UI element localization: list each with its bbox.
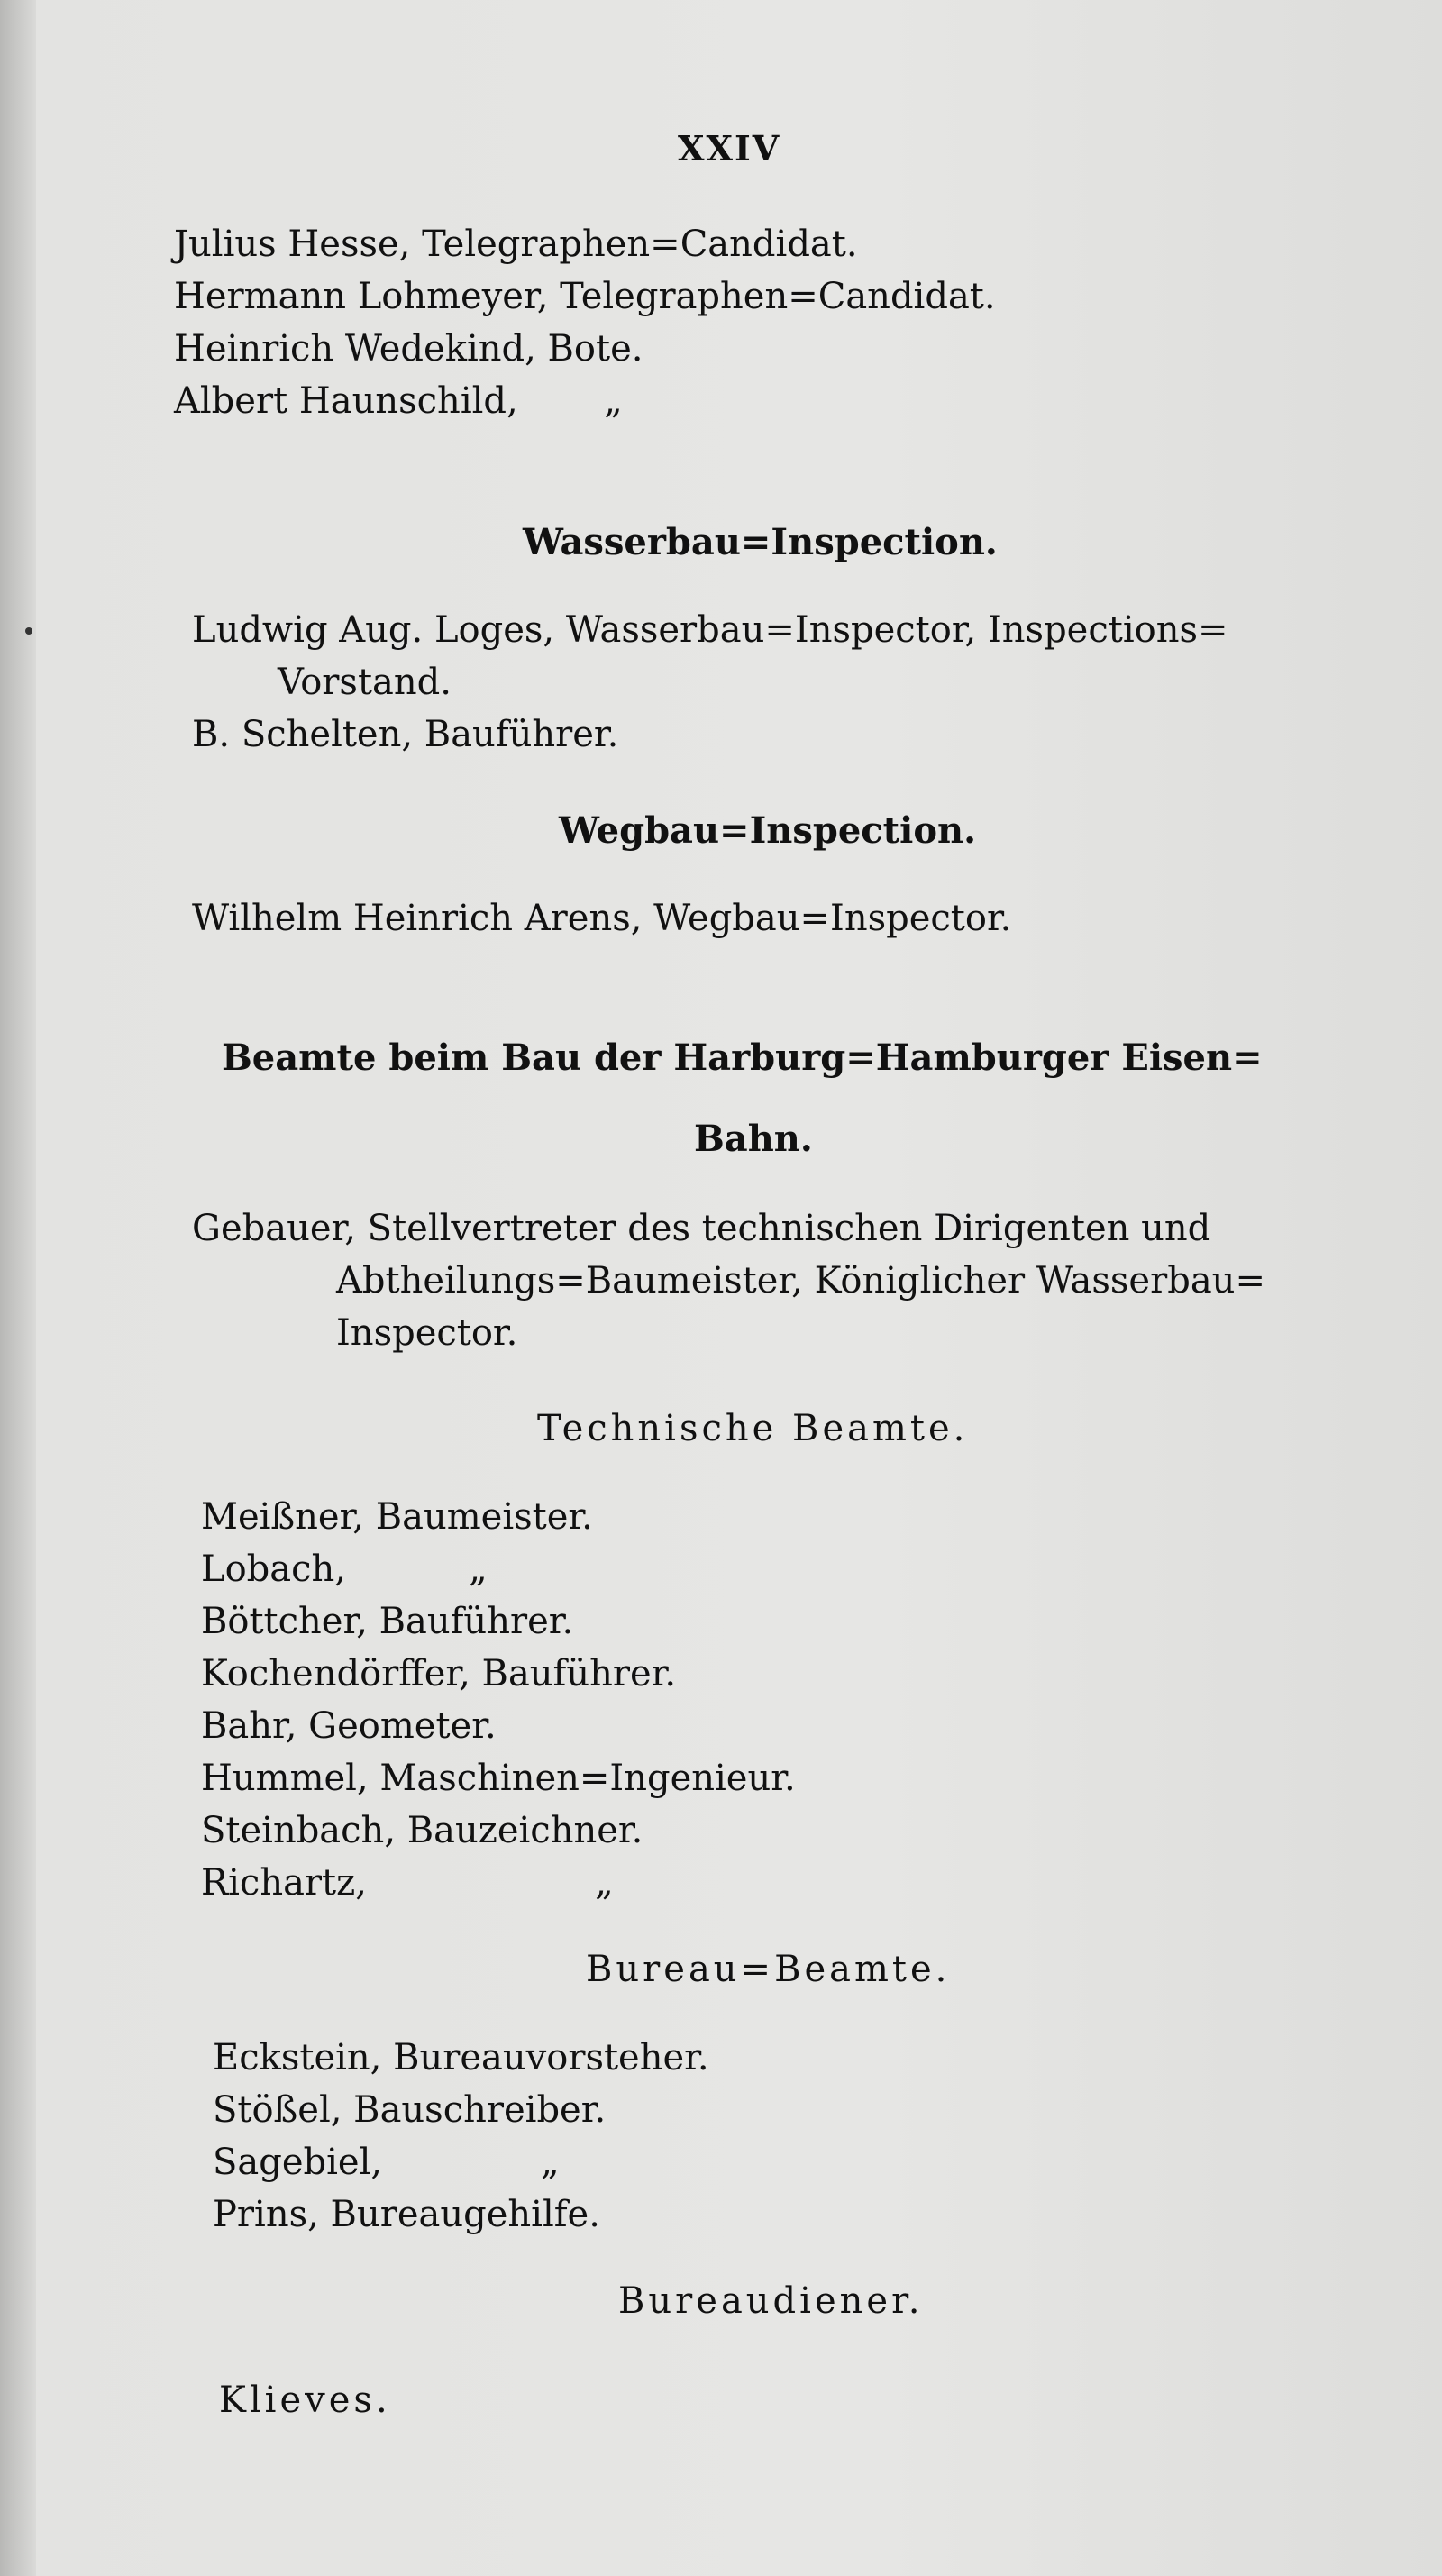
entry-klieves: Klieves. <box>219 2380 391 2421</box>
margin-mark <box>25 627 32 635</box>
entry-eckstein: Eckstein, Bureauvorsteher. <box>213 2037 709 2078</box>
entry-gebauer-line3: Inspector. <box>336 1312 518 1354</box>
ditto-mark: „ <box>604 380 623 422</box>
entry-meissner: Meißner, Baumeister. <box>201 1496 593 1538</box>
heading-eisenbahn-line2: Bahn. <box>694 1118 813 1160</box>
heading-bureau-beamte: Bureau=Beamte. <box>586 1949 951 1990</box>
ditto-mark: „ <box>469 1548 488 1590</box>
entry-prins: Prins, Bureaugehilfe. <box>213 2194 600 2235</box>
heading-bureaudiener: Bureaudiener. <box>618 2280 924 2322</box>
entry-lobach: Lobach, <box>201 1548 346 1590</box>
heading-eisenbahn-line1: Beamte beim Bau der Harburg=Hamburger Eisen= <box>222 1037 1263 1079</box>
entry-gebauer-line1: Gebauer, Stellvertreter des technischen Dirigenten und <box>192 1208 1211 1249</box>
heading-technische-beamte: Technische Beamte. <box>537 1408 969 1449</box>
entry-sagebiel: Sagebiel, <box>213 2142 383 2183</box>
ditto-mark: „ <box>541 2142 560 2183</box>
entry-heinrich-wedekind: Heinrich Wedekind, Bote. <box>174 328 643 370</box>
entry-hummel: Hummel, Maschinen=Ingenieur. <box>201 1758 796 1799</box>
heading-wegbau-inspection: Wegbau=Inspection. <box>559 809 977 852</box>
entry-kochendoerffer: Kochendörffer, Bauführer. <box>201 1653 677 1694</box>
entry-richartz: Richartz, <box>201 1862 367 1904</box>
entry-julius-hesse: Julius Hesse, Telegraphen=Candidat. <box>174 224 858 265</box>
entry-hermann-lohmeyer: Hermann Lohmeyer, Telegraphen=Candidat. <box>174 276 996 317</box>
entry-gebauer-line2: Abtheilungs=Baumeister, Königlicher Wasserbau= <box>336 1260 1265 1302</box>
page-number: XXIV <box>678 128 781 169</box>
entry-ludwig-loges: Ludwig Aug. Loges, Wasserbau=Inspector, Inspections= <box>192 609 1228 651</box>
ditto-mark: „ <box>595 1862 614 1904</box>
entry-boettcher: Böttcher, Bauführer. <box>201 1601 574 1642</box>
entry-albert-haunschild: Albert Haunschild, <box>174 380 518 422</box>
entry-steinbach: Steinbach, Bauzeichner. <box>201 1810 643 1851</box>
book-gutter <box>0 0 36 2576</box>
entry-wilhelm-arens: Wilhelm Heinrich Arens, Wegbau=Inspector. <box>192 898 1012 939</box>
entry-ludwig-loges-cont: Vorstand. <box>278 662 452 703</box>
entry-bahr: Bahr, Geometer. <box>201 1705 497 1747</box>
entry-b-schelten: B. Schelten, Bauführer. <box>192 714 619 755</box>
entry-stoessel: Stößel, Bauschreiber. <box>213 2089 607 2131</box>
heading-wasserbau-inspection: Wasserbau=Inspection. <box>523 521 998 563</box>
